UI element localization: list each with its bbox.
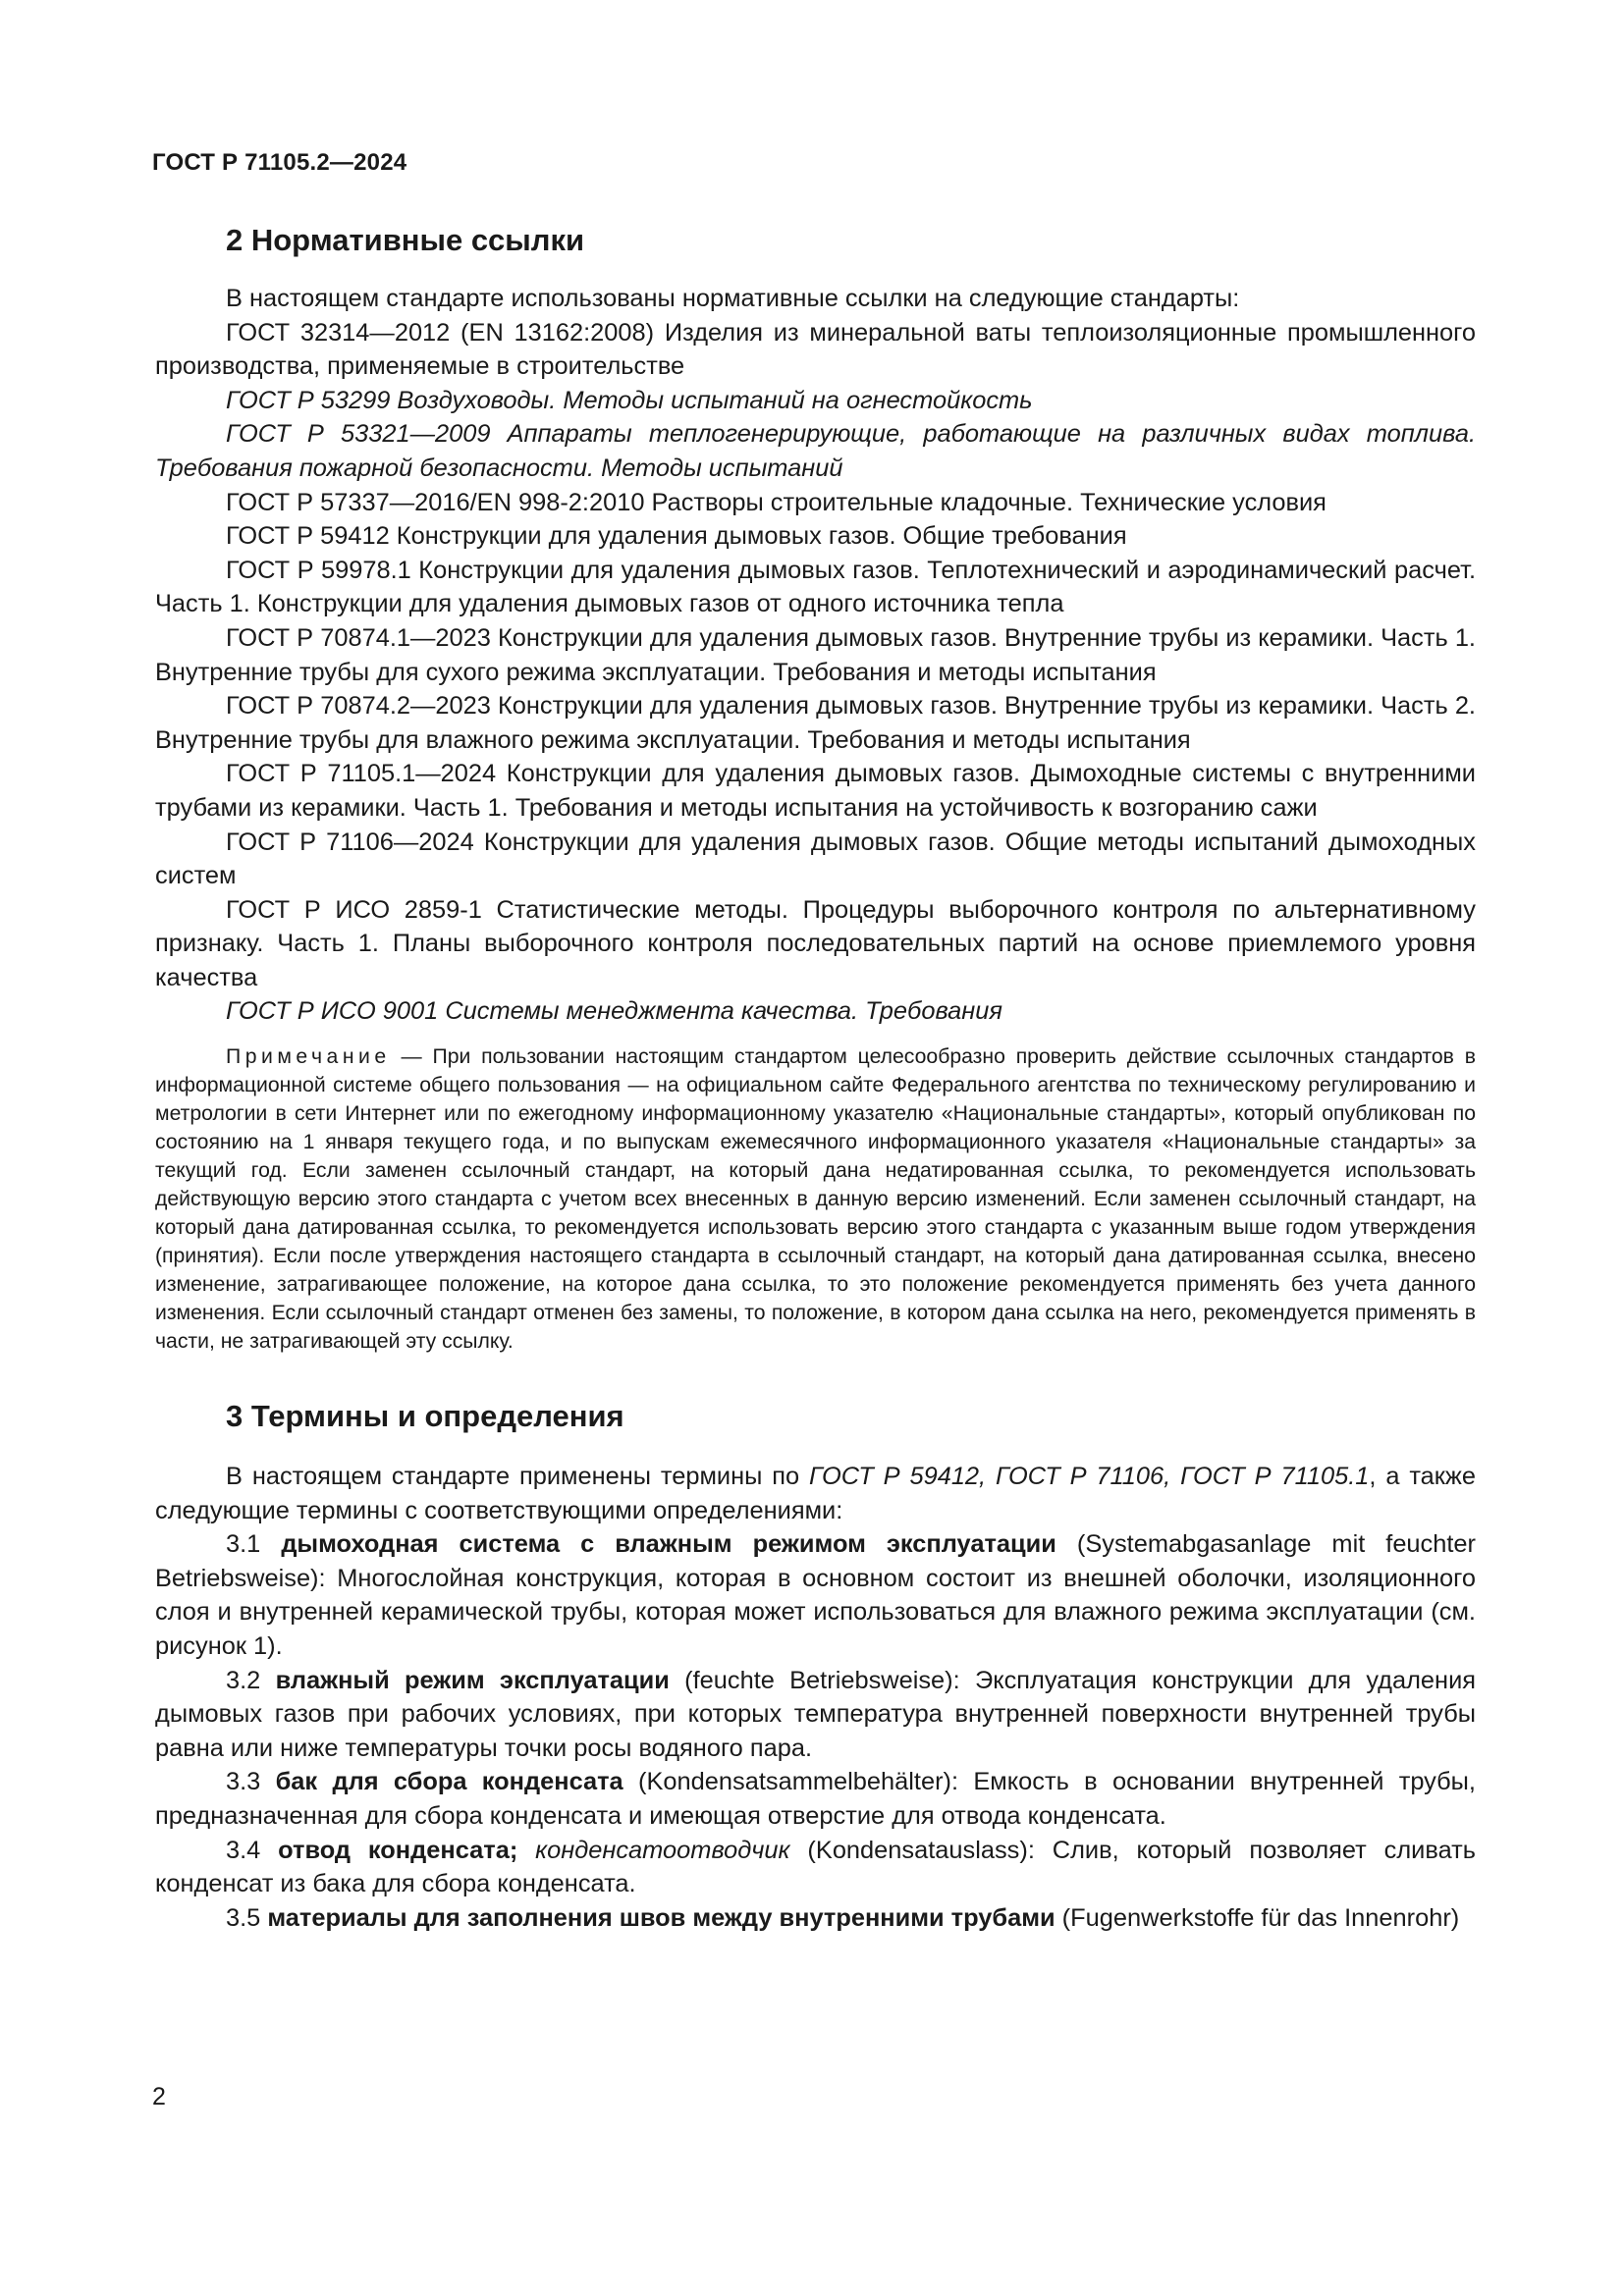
term-body: (Fugenwerkstoffe für das Innenrohr) [1061, 1903, 1460, 1932]
standard-code-header: ГОСТ Р 71105.2—2024 [152, 149, 407, 176]
page-number: 2 [152, 2083, 166, 2110]
term-body: (Kondensatauslass): Слив, который позволяет сливать конденсат из бака для сбора конденсата. [155, 1836, 1476, 1898]
normative-reference: ГОСТ Р 53299 Воздуховоды. Методы испытаний на огнестойкость [226, 386, 1033, 414]
term-body: (feuchte Betriebsweise): Эксплуатация конструкции для удаления дымовых газов при рабочих условиях, при которых температура внутренней поверхности внутренней трубы равна или ниже температуры точки росы водяного пара. [155, 1666, 1476, 1762]
term-name: влажный режим эксплуатации [275, 1666, 670, 1694]
normative-reference: ГОСТ Р 70874.1—2023 Конструкции для удаления дымовых газов. Внутренние трубы из керамики. Часть 1. Внутренние трубы для сухого режима эксплуатации. Требования и методы испытания [155, 623, 1476, 686]
term-definition [155, 1834, 1476, 1901]
intro-referenced-standards: ГОСТ Р 59412, ГОСТ Р 71106, ГОСТ Р 71105.1 [809, 1463, 1370, 1491]
note-text: — При пользовании настоящим стандартом целесообразно проверить действие ссылочных стандартов в информационной системе общего пользования — на официальном сайте Федерального агентства по техническому регулированию и метрологии в сети Интернет или по ежегодному информационному указателю «Национальные стандарты», который опубликован по состоянию на 1 января текущего года, и по выпускам ежемесячного информационного указателя «Национальные стандарты» за текущий год. Если заменен ссылочный стандарт, на который дана недатированная ссылка, то рекомендуется использовать действующую версию этого стандарта с учетом всех внесенных в данную версию изменений. Если заменен ссылочный стандарт, на который дана датированная ссылка, то рекомендуется использовать версию этого стандарта с указанным выше годом утверждения (принятия). Если после утверждения настоящего стандарта в ссылочный стандарт, на который дана датированная ссылка, внесено изменение, затрагивающее положение, на которое дана ссылка, то это положение рекомендуется применять без учета данного изменения. Если ссылочный стандарт отменен без замены, то положение, в котором дана ссылка на него, рекомендуется применять в части, не затрагивающей эту ссылку. [155, 1045, 1476, 1354]
term-name: дымоходная система с влажным режимом эксплуатации [281, 1530, 1056, 1559]
normative-reference: ГОСТ Р 53321—2009 Аппараты теплогенерирующие, работающие на различных видах топлива. Требования пожарной безопасности. Методы испытаний [155, 420, 1476, 482]
term-definition [155, 1901, 1476, 1936]
normative-reference: ГОСТ Р 70874.2—2023 Конструкции для удаления дымовых газов. Внутренние трубы из керамики. Часть 2. Внутренние трубы для влажного режима эксплуатации. Требования и методы испытания [155, 692, 1476, 754]
section-3-title: 3 Термины и определения [226, 1399, 624, 1434]
term-definition [155, 1765, 1476, 1833]
term-number: 3.5 [226, 1903, 261, 1932]
section-2-title: 2 Нормативные ссылки [226, 223, 585, 257]
normative-reference: ГОСТ Р 59412 Конструкции для удаления дымовых газов. Общие требования [226, 522, 1127, 551]
term-definition [155, 1664, 1476, 1766]
term-body: (Kondensatsammelbehälter): Емкость в основании внутренней трубы, предназначенная для сбора конденсата и имеющая отверстие для отвода конденсата. [155, 1768, 1476, 1830]
reference-note [155, 1042, 1476, 1356]
term-body: (Systemabgasanlage mit feuchter Betriebsweise): Многослойная конструкция, которая в основном состоит из внешней оболочки, изоляционного слоя и внутренней керамической трубы, которая может использоваться для влажного режима эксплуатации (см. рисунок 1). [155, 1530, 1477, 1661]
intro-text: В настоящем стандарте применены термины по [226, 1463, 800, 1491]
section-2-intro: В настоящем стандарте использованы нормативные ссылки на следующие стандарты: [226, 285, 1240, 312]
term-definition [155, 1527, 1476, 1663]
term-name: отвод конденсата; [278, 1836, 518, 1864]
term-name: бак для сбора конденсата [275, 1768, 623, 1796]
section-3-intro [155, 1460, 1476, 1527]
normative-reference: ГОСТ 32314—2012 (EN 13162:2008) Изделия из минеральной ваты теплоизоляционные промышленного производства, применяемые в строительстве [155, 318, 1476, 381]
normative-reference: ГОСТ Р 59978.1 Конструкции для удаления дымовых газов. Теплотехнический и аэродинамический расчет. Часть 1. Конструкции для удаления дымовых газов от одного источника тепла [155, 556, 1476, 618]
term-number: 3.3 [226, 1768, 261, 1796]
normative-reference: ГОСТ Р 71106—2024 Конструкции для удаления дымовых газов. Общие методы испытаний дымоходных систем [155, 828, 1476, 890]
term-number: 3.4 [226, 1836, 261, 1864]
normative-reference: ГОСТ Р ИСО 2859-1 Статистические методы. Процедуры выборочного контроля по альтернативному признаку. Часть 1. Планы выборочного контроля последовательных партий на основе приемлемого уровня качества [155, 895, 1476, 991]
term-synonym: конденсатоотводчик [535, 1836, 790, 1864]
normative-reference: ГОСТ Р ИСО 9001 Системы менеджмента качества. Требования [226, 997, 1002, 1026]
term-name: материалы для заполнения швов между внутренними трубами [267, 1903, 1056, 1932]
term-number: 3.2 [226, 1666, 261, 1694]
intro-text-end: , а также следующие термины с соответствующими определениями: [155, 1463, 1477, 1524]
normative-reference: ГОСТ Р 71105.1—2024 Конструкции для удаления дымовых газов. Дымоходные системы с внутренними трубами из керамики. Часть 1. Требования и методы испытания на устойчивость к возгоранию сажи [155, 760, 1476, 822]
normative-reference: ГОСТ Р 57337—2016/EN 998-2:2010 Растворы строительные кладочные. Технические условия [226, 488, 1326, 516]
document-body [155, 221, 1476, 1935]
term-number: 3.1 [226, 1530, 261, 1559]
note-label: Примечание [226, 1045, 391, 1069]
